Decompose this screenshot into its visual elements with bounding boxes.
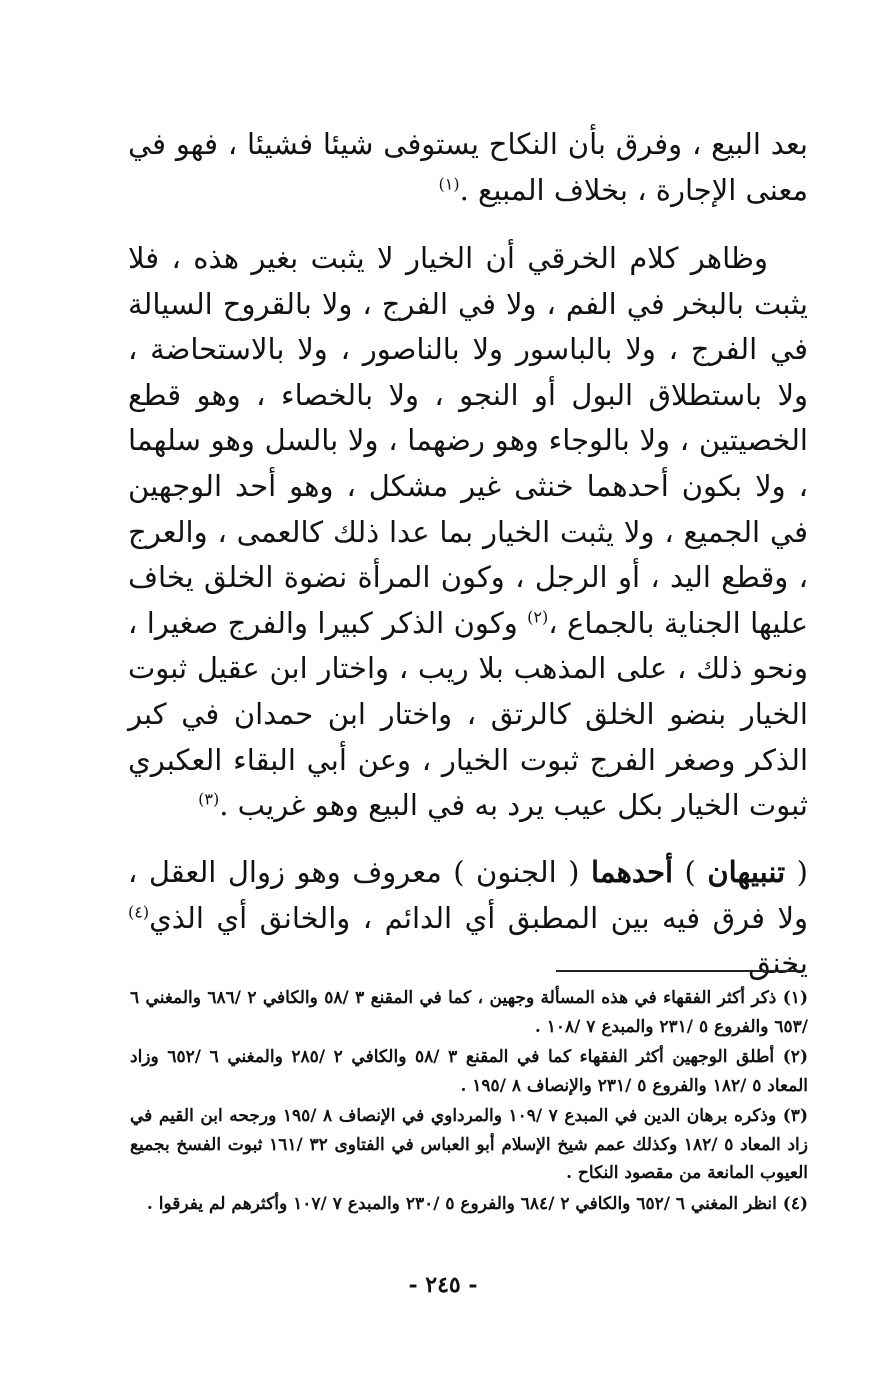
paragraph-3 bbox=[128, 850, 808, 987]
heading-ahaduhuma: أحدهما bbox=[590, 855, 674, 889]
footnote-4: (٤) انظر المغني ٦ /٦٥٢ والكافي ٢ /٦٨٤ والفروع ٥ /٢٣٠ والمبدع ٧ /١٠٧ وأكثرهم لم يفرقوا . bbox=[146, 1193, 808, 1214]
page-number: - ٢٤٥ - bbox=[408, 1272, 478, 1298]
paragraph-3-text-b: يخنق bbox=[748, 946, 808, 981]
footnote-ref-4[interactable]: (٤) bbox=[128, 901, 150, 921]
paragraph-2 bbox=[128, 236, 808, 829]
footnote-1: (١) ذكر أكثر الفقهاء في هذه المسألة وجهين ، كما في المقنع ٣ /٥٨ والكافي ٢ /٦٨٦ والمغني ٦ /٦٥٣ والفروع ٥ /٢٣١ والمبدع ٧ /١٠٨ . bbox=[130, 988, 808, 1037]
footnote-ref-3[interactable]: (٣) bbox=[198, 789, 220, 809]
heading-tanbihan: تنبيهان bbox=[707, 855, 786, 889]
paragraph-3-open: ( bbox=[785, 855, 808, 889]
footnote-ref-2[interactable]: (٢) bbox=[527, 607, 549, 627]
footnote-divider bbox=[556, 970, 802, 972]
footnote-2: (٢) أطلق الوجهين أكثر الفقهاء كما في المقنع ٣ /٥٨ والكافي ٢ /٢٨٥ والمغني ٦ /٦٥٢ وزاد المعاد ٥ /١٨٢ والفروع ٥ /٢٣١ والإنصاف ٨ /١٩٥ . bbox=[130, 1047, 808, 1096]
paragraph-1 bbox=[128, 122, 808, 213]
paragraph-2-text-b: وكون الذكر كبيرا والفرج صغيرا ، ونحو ذلك ، على المذهب بلا ريب ، واختار ابن عقيل ثبوت الخيار بنضو الخلق كالرتق ، واختار ابن حمدان في كبر الذكر وصغر الفرج ثبوت الخيار ، وعن أبي البقاء العكبري ثبوت الخيار بكل عيب يرد به في البيع وهو غريب . bbox=[128, 605, 808, 823]
footnotes-section bbox=[130, 984, 808, 1220]
footnote-3: (٣) وذكره برهان الدين في المبدع ٧ /١٠٩ والمرداوي في الإنصاف ٨ /١٩٥ ورجحه ابن القيم في زاد المعاد ٥ /١٨٢ وكذلك عمم شيخ الإسلام أبو العباس في الفتاوى ٣٢ /١٦١ ثبوت الفسخ بجميع العيوب المانعة من مقصود النكاح . bbox=[130, 1106, 808, 1183]
paragraph-3-text-a: ( الجنون ) معروف وهو زوال العقل ، ولا فرق فيه بين المطبق أي الدائم ، والخانق أي الذي bbox=[128, 855, 808, 935]
paragraph-3-mid: ) bbox=[673, 855, 708, 889]
paragraph-1-text: بعد البيع ، وفرق بأن النكاح يستوفى شيئا فشيئا ، فهو في معنى الإجارة ، بخلاف المبيع . bbox=[128, 127, 808, 207]
paragraph-2-text-a: وظاهر كلام الخرقي أن الخيار لا يثبت بغير هذه ، فلا يثبت بالبخر في الفم ، ولا في الفرج ، ولا بالقروح السيالة في الفرج ، ولا بالباسور ولا بالناصور ، ولا بالاستحاضة ، ولا باستطلاق البول أو النجو ، ولا بالخصاء ، وهو قطع الخصيتين ، ولا بالوجاء وهو رضهما ، ولا بالسل وهو سلهما ، ولا بكون أحدهما خنثى غير مشكل ، وهو أحد الوجهين في الجميع ، ولا يثبت الخيار بما عدا ذلك كالعمى ، والعرج ، وقطع اليد ، أو الرجل ، وكون المرأة نضوة الخلق يخاف عليها الجناية بالجماع ، bbox=[128, 241, 809, 640]
footnote-ref-1[interactable]: (١) bbox=[438, 173, 460, 193]
